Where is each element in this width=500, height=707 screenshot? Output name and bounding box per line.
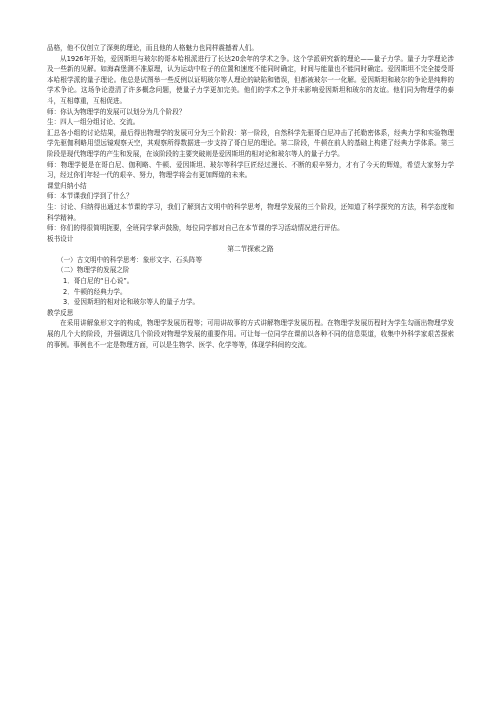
teacher-question-learned: 师：本节课我们学到了什么？ [47,192,133,201]
paragraph-intro-continuation: 品格，他不仅创立了深奥的理论，而且他的人格魅力也同样震撼着人们。 [47,44,258,52]
paragraph-reflection: 在采用讲解象形文字的构成，物理学发展历程等；可用讲故事的方式讲解物理学发展历程。在物理学发展历程时为学生勾画出物理学发展的几个大的阶段，并强调这几个阶段对物理学发展的重要作用。可让每一位同学在课前以各种不同的信息渠道，收集中外科学家艰苦探索的事例。事例也不一定是物理方面，可以是生物学、医学、化学等等，体现学科间的交流。 [47,319,454,349]
section-heading-board-design: 板书设计 [47,234,74,243]
student-group-discussion: 生：四人一组分组讨论、交流。 [47,118,140,127]
board-item-ancient: （一）古文明中的科学思考：象形文字、石头阵等 [57,255,203,264]
board-subitem-einstein-bohr: 3．爱因斯坦的相对论和玻尔等人的量子力学。 [63,298,200,307]
section-heading-class-summary: 课堂归纳小结 [47,181,87,190]
paragraph-einstein-bohr-debate: 从1926年开始，爱因斯坦与玻尔的哥本哈根派进行了长达20余年的学术之争。这个学派研究新的理论——量子力学。量子力学理论涉及一些新的见解。如海森堡测不准原理，认为运动中粒子的位置和速度不能同时确定，时间与能量也不能同时确定。爱因斯坦不完全接受哥本哈根学派的量子理论。他总是试图举一些反例以证明玻尔等人理论的缺陷和错误，但都被玻尔一一化解。爱因斯坦和玻尔的争论是纯粹的学术争论。这场争论澄清了许多概念问题，使量子力学更加完美。他们的学术之争并未影响爱因斯坦和玻尔的友谊。他们同为物理学的泰斗，互相尊重，互相促进。 [47,54,454,105]
teacher-evaluation: 师：你们的得很简明扼要，全班同学掌声鼓励，每位同学都对自己在本节课的学习活动情况进行评估。 [47,224,344,233]
teacher-question-stages: 师：你认为物理学的发展可以划分为几个阶段？ [47,107,186,116]
document-body [47,43,454,350]
teacher-encouragement: 师：物理学便是在哥白尼、伽利略、牛顿、爱因斯坦、玻尔等科学巨匠经过漫长、不断的艰辛努力，才有了今天的辉煌，希望大家努力学习，经过你们年轻一代的艰辛、努力，物理学将会有更加辉煌的未来。 [47,160,454,180]
board-item-stages: （二）物理学的发展之阶 [57,266,130,275]
board-subitem-copernicus: 1．哥白尼的“日心说”。 [63,277,134,286]
board-title: 第二节探索之路 [227,245,274,254]
section-heading-reflection: 教学反思 [47,308,74,317]
student-answer-learned: 生：讨论、归纳得出通过本节课的学习，我们了解到古文明中的科学思考，物理学发展的三个阶段，还知道了科学探究的方法，科学态度和科学精神。 [47,202,454,222]
board-subitem-newton: 2．牛顿的经典力学。 [63,287,127,296]
paragraph-three-stages-summary: 汇总各小组的讨论结果，最后得出物理学的发展可分为三个阶段：第一阶段，自然科学先驱哥白尼冲击了托勒密体系，经典力学和实验物理学先驱伽利略用望远镜观察天空，其观察所得数据进一步支持了哥白尼的理论。第二阶段，牛顿在前人的基础上构建了经典力学体系。第三阶段是现代物理学的产生和发展，在该阶段的主要突破则是爱因斯坦的相对论和玻尔等人的量子力学。 [47,128,454,158]
